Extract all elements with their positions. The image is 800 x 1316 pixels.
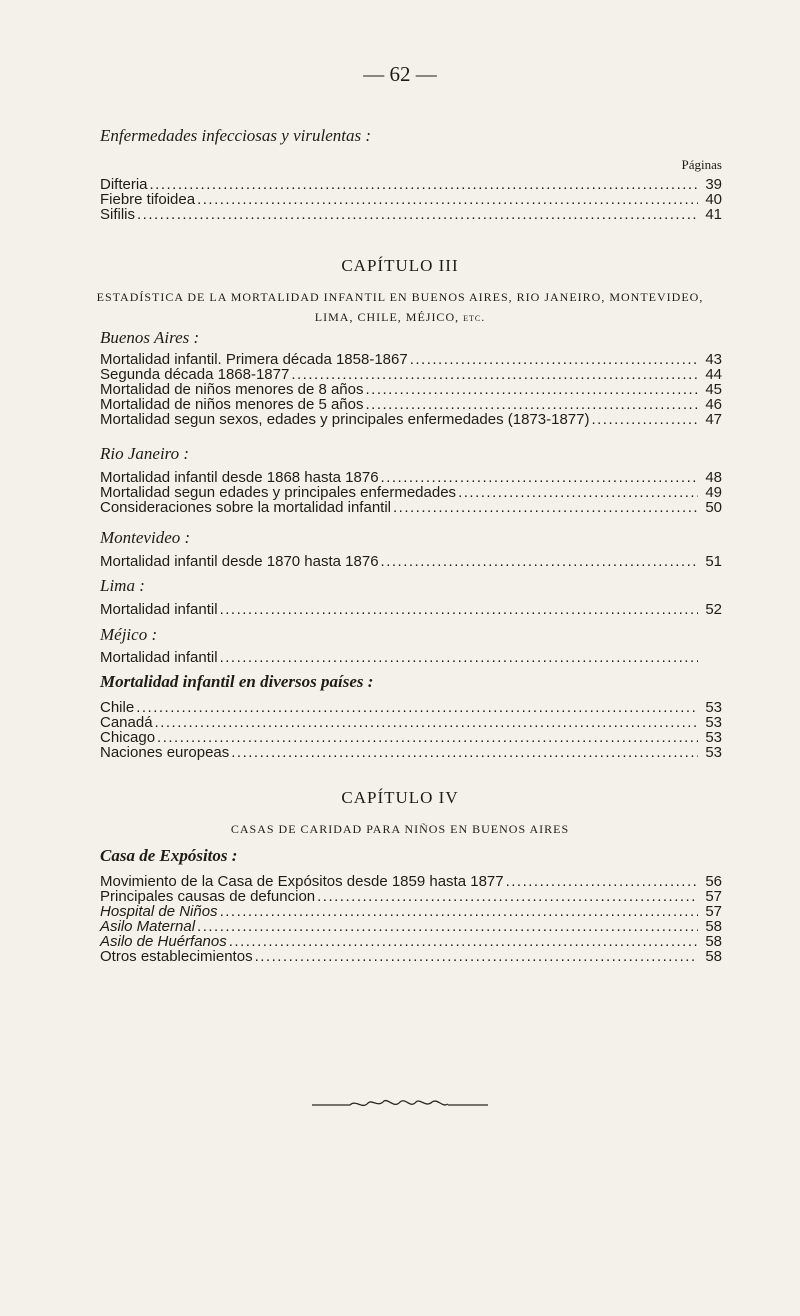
toc-entry-label: Principales causas de defuncion <box>100 888 316 905</box>
toc-entry <box>100 889 722 904</box>
toc-entry-page: 58 <box>705 918 722 935</box>
toc-entry <box>100 745 722 760</box>
toc-entry-page: 56 <box>705 873 722 890</box>
toc-entry <box>100 554 722 569</box>
toc-entry-page: 45 <box>705 381 722 398</box>
toc-entry <box>100 177 722 192</box>
dot-leader <box>197 919 698 934</box>
toc-entry <box>100 650 722 665</box>
toc-entry <box>100 904 722 919</box>
toc-entry-page: 53 <box>705 744 722 761</box>
toc-entry-label: Fiebre tifoidea <box>100 191 196 208</box>
subheading-diversos-paises: Mortalidad infantil en diversos países : <box>100 672 374 691</box>
toc-entry <box>100 602 722 617</box>
toc-entry-label: Sifilis <box>100 206 136 223</box>
toc-entry-page: 57 <box>705 903 722 920</box>
toc-entry <box>100 367 722 382</box>
toc-entry-page: 40 <box>705 191 722 208</box>
paginas-label: Páginas <box>681 157 722 172</box>
toc-entry-label: Mortalidad de niños menores de 5 años <box>100 396 364 413</box>
dot-leader <box>150 177 698 192</box>
toc-entry-label: Difteria <box>100 176 148 193</box>
toc-entry-page: 43 <box>705 351 722 368</box>
toc-entry <box>100 949 722 964</box>
toc-entry-label: Mortalidad segun edades y principales enfermedades <box>100 484 457 501</box>
toc-entry <box>100 919 722 934</box>
toc-entry-label: Canadá <box>100 714 153 731</box>
toc-lima <box>100 602 722 617</box>
dot-leader <box>393 500 698 515</box>
toc-entry <box>100 500 722 515</box>
toc-entry-page: 53 <box>705 729 722 746</box>
dot-leader <box>410 352 698 367</box>
toc-entry <box>100 207 722 222</box>
toc-entry-page: 41 <box>705 206 722 223</box>
section-heading-infecciosas: Enfermedades infecciosas y virulentas : <box>100 126 371 145</box>
toc-entry-label: Chile <box>100 699 135 716</box>
dot-leader <box>197 192 698 207</box>
toc-entry-label: Mortalidad de niños menores de 8 años <box>100 381 364 398</box>
toc-entry <box>100 192 722 207</box>
toc-entry-label: Mortalidad infantil <box>100 601 218 618</box>
toc-entry-page: 44 <box>705 366 722 383</box>
toc-casa-expositos <box>100 874 722 964</box>
dot-leader <box>136 700 698 715</box>
dot-leader <box>366 397 699 412</box>
toc-entry <box>100 715 722 730</box>
toc-entry-page: 50 <box>705 499 722 516</box>
chapter-4-title: CAPÍTULO IV <box>341 788 459 807</box>
chapter-3-subtitle-line2: LIMA, CHILE, MÉJICO, etc. <box>314 310 486 324</box>
subheading-rio-janeiro: Rio Janeiro : <box>100 444 190 463</box>
toc-entry-label: Otros establecimientos <box>100 948 253 965</box>
chapter-3-title: CAPÍTULO III <box>341 256 459 275</box>
toc-entry-page: 46 <box>705 396 722 413</box>
dot-leader <box>506 874 698 889</box>
toc-buenos-aires <box>100 352 722 427</box>
toc-intro <box>100 177 722 222</box>
toc-entry-page: 58 <box>705 933 722 950</box>
dot-leader <box>591 412 698 427</box>
dot-leader <box>458 485 698 500</box>
toc-entry-label: Mortalidad infantil <box>100 649 218 666</box>
chapter-3-subtitle-line1: ESTADÍSTICA DE LA MORTALIDAD INFANTIL EN BUENOS AIRES, RIO JANEIRO, MONTEVIDEO, <box>96 290 704 304</box>
dot-leader <box>220 650 698 665</box>
toc-entry-label: Mortalidad segun sexos, edades y principales enfermedades (1873-1877) <box>100 411 590 428</box>
toc-entry-page: 48 <box>705 469 722 486</box>
toc-entry-label: Mortalidad infantil desde 1870 hasta 1876 <box>100 553 379 570</box>
subheading-lima: Lima : <box>100 576 145 595</box>
toc-entry <box>100 470 722 485</box>
dot-leader <box>155 715 698 730</box>
toc-entry <box>100 874 722 889</box>
toc-entry-page: 49 <box>705 484 722 501</box>
toc-entry-page: 47 <box>705 411 722 428</box>
toc-entry-label: Hospital de Niños <box>100 903 218 920</box>
toc-entry-page: 51 <box>705 553 722 570</box>
toc-entry-label: Mortalidad infantil. Primera década 1858-1867 <box>100 351 408 368</box>
toc-entry-label: Chicago <box>100 729 156 746</box>
toc-entry-label: Mortalidad infantil desde 1868 hasta 1876 <box>100 469 379 486</box>
toc-entry <box>100 412 722 427</box>
toc-entry <box>100 700 722 715</box>
toc-entry-page: 53 <box>705 714 722 731</box>
dot-leader <box>317 889 698 904</box>
toc-mejico <box>100 650 722 665</box>
toc-entry <box>100 397 722 412</box>
toc-entry <box>100 730 722 745</box>
tailpiece-flourish-icon <box>310 1096 490 1117</box>
toc-entry-label: Asilo Maternal <box>100 918 196 935</box>
dot-leader <box>231 745 698 760</box>
toc-entry-label: Movimiento de la Casa de Expósitos desde 1859 hasta 1877 <box>100 873 504 890</box>
toc-entry <box>100 352 722 367</box>
dot-leader <box>157 730 698 745</box>
toc-entry-label: Naciones europeas <box>100 744 230 761</box>
toc-entry-page: 58 <box>705 948 722 965</box>
toc-entry <box>100 382 722 397</box>
toc-entry-page: 53 <box>705 699 722 716</box>
dot-leader <box>220 904 698 919</box>
subheading-casa-expositos: Casa de Expósitos : <box>100 846 238 865</box>
toc-entry-label: Consideraciones sobre la mortalidad infantil <box>100 499 391 516</box>
dot-leader <box>366 382 699 397</box>
toc-entry-page: 52 <box>705 601 722 618</box>
page-number: — 62 — <box>363 62 437 86</box>
dot-leader <box>220 602 698 617</box>
toc-entry-page: 57 <box>705 888 722 905</box>
dot-leader <box>381 470 698 485</box>
subheading-mejico: Méjico : <box>100 625 158 644</box>
dot-leader <box>381 554 698 569</box>
toc-diversos-paises <box>100 700 722 760</box>
subheading-buenos-aires: Buenos Aires : <box>100 328 200 347</box>
toc-rio-janeiro <box>100 470 722 515</box>
subheading-montevideo: Montevideo : <box>100 528 191 547</box>
toc-entry <box>100 485 722 500</box>
toc-entry-label: Segunda década 1868-1877 <box>100 366 290 383</box>
dot-leader <box>291 367 698 382</box>
toc-entry <box>100 934 722 949</box>
chapter-4-subtitle: CASAS DE CARIDAD PARA NIÑOS EN BUENOS AIRES <box>230 822 570 836</box>
dot-leader <box>255 949 698 964</box>
toc-entry-page: 39 <box>705 176 722 193</box>
toc-entry-label: Asilo de Huérfanos <box>100 933 227 950</box>
dot-leader <box>137 207 698 222</box>
toc-montevideo <box>100 554 722 569</box>
dot-leader <box>229 934 698 949</box>
